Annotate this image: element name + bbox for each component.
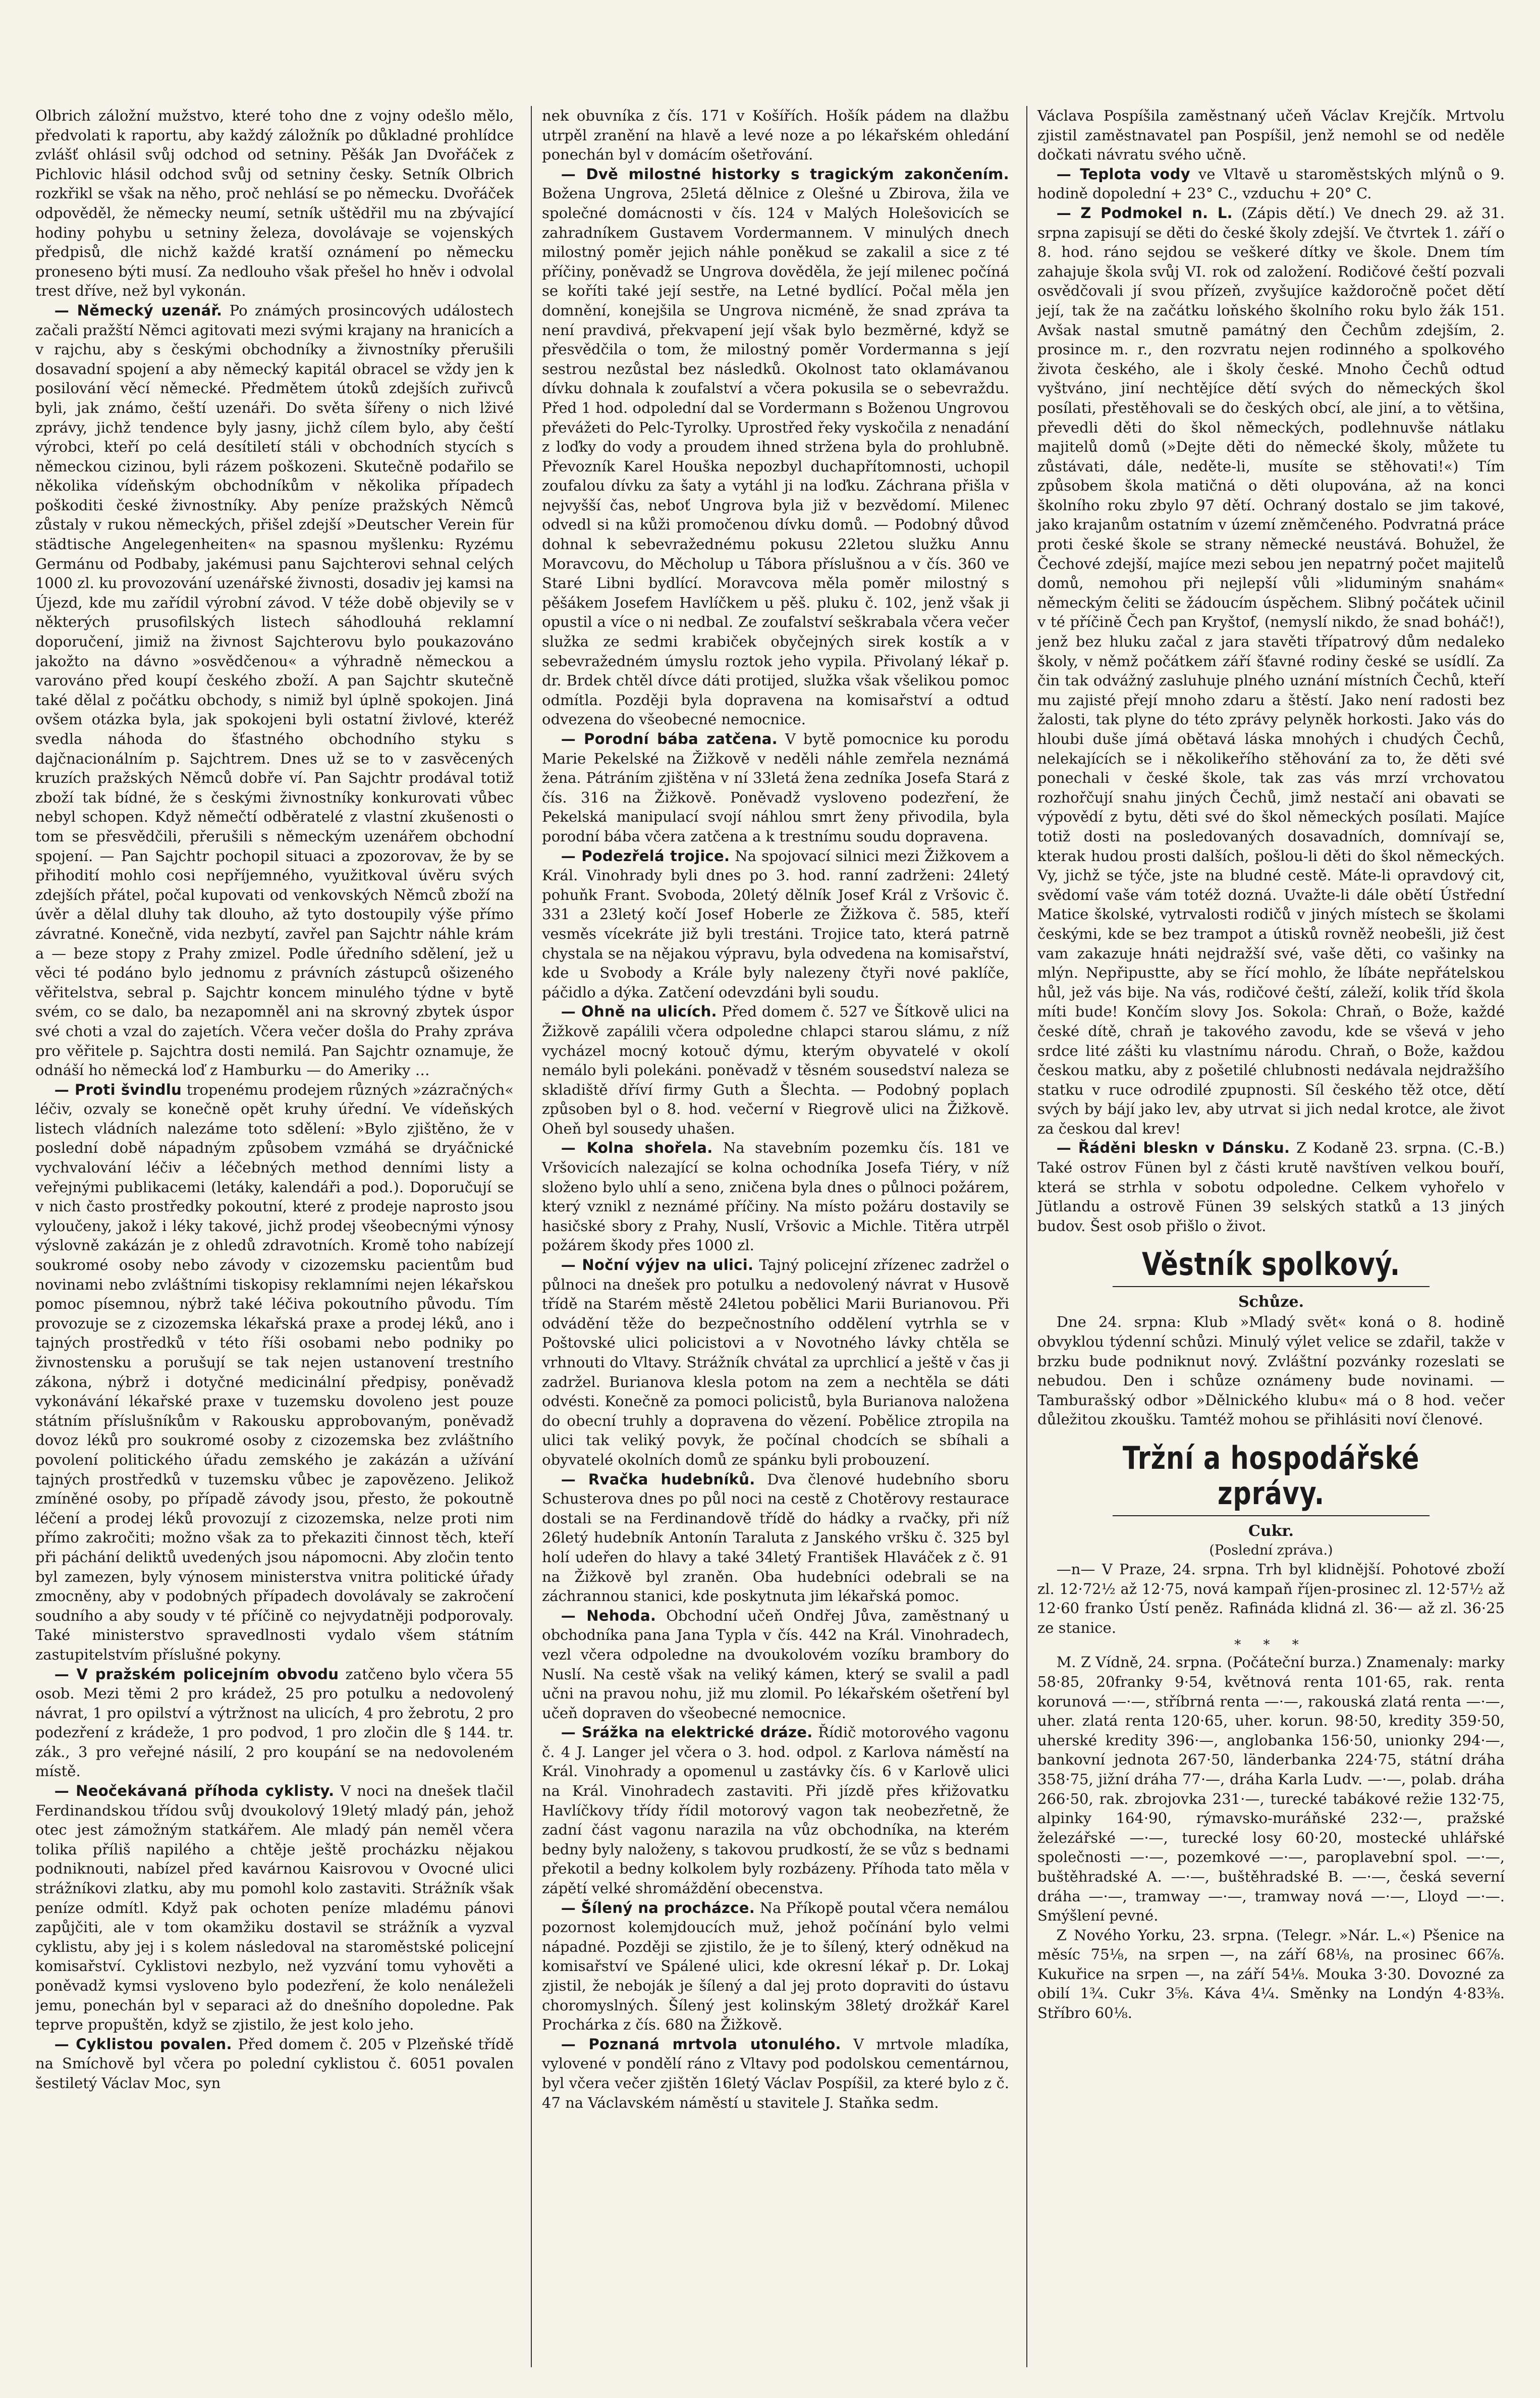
article-text: Po známých prosincových událostech začali pražští Němci agitovati mezi svými krajany na hranicích a v rajchu, aby s českými obchodníky a živnostníky přerušili dosavadní spojení a aby německý kapitál obracel se vždy jen k posilování věcí německé. Předmětem útoků zdejších zuřivců byli, jak známo, čeští uzenáři. Do světa šířeny o nich lživé zprávy, jichž tendence byly jasny, jichž cílem bylo, aby čeští výrobci, kteří po celá desítiletí stáli v obchodních stycích s německou cizinou, byli rázem poškozeni. Skutečně podařilo se několika vídeňským obchodníkům v několika případech poškoditi české živnostníky. Aby peníze pražských Němců zůstaly v rukou německých, přišel zdejší »Deutscher Verein für städtische Angelegenheiten« na spasnou myšlenku: Ryzému Germánu od Podbaby, jakémusi panu Sajchterovi sehnal celých 1000 zl. ku provozování uzenářské živnosti, dosadiv jej kamsi na Újezd, kde mu zařídil výrobní závod. V téže době objevily se v některých prusofilských listech sáhodlouhá reklamní doporučení, jimiž na živnost Sajchterovu bylo poukazováno jakožto na dávno »osvědčenou« a výhradně německou a varováno před koupí českého zboží. A pan Sajchtr skutečně také dělal z počátku obchody, s nimiž byl úplně spokojen. Jiná ovšem otázka byla, jak spokojeni byli ostatní živlové, kteréž svedla náhoda do šťastného obchodního styku s dajčnacionálním p. Sajchtrem. Dnes už se to v zasvěcených kruzích pražských Němců dobře ví. Pan Sajchtr prodával totiž zboží tak bídné, že s českými živnostníky konkurovati vůbec nebyl schopen. Když němečtí odběratelé z vlastní zkušenosti o tom se přesvědčili, přerušili s německým uzenářem obchodní spojení. — Pan Sajchtr pochopil situaci a zpozorovav, že by se přihodití mohlo cosi nepříjemného, využitkoval úvěru svých zdejších přátel, počal kupovati od venkovských Němců zboží na úvěr a dělal dluhy tak dlouho, až tyto dostoupily výše přímo závratné. Konečně, vida nezbytí, zavřel pan Sajchtr náhle krám a — beze stopy z Prahy zmizel. Podle úředního sdělení, jež u věci té podáno bylo jednomu z právních zástupců ošizeného věřitelstva, sebral p. Sajchtr koncem minulého týdne v bytě svém, co se dalo, ba nezapomněl ani na skrovný zbytek úspor své choti a vzal do zajetích. Včera večer došla do Prahy zpráva pro věřitele p. Sajchtra dosti nemilá. Pan Sajchtr oznamuje, že odnáší ho německá loď z Hamburku — do Ameriky … [35,301,514,1079]
article-headline: — Neočekávaná příhoda cyklisty. [54,1782,335,1800]
article-headline: — Nehoda. [561,1607,656,1624]
sub-heading: Cukr. [1248,1522,1294,1540]
article-text: Božena Ungrova, 25letá dělnice z Olešné u Zbirova, žila ve společné domácnosti v čís. 124 v Malých Holešovicích se zahradníkem Gustavem Vordermannem. V minulých dnech milostný poměr jejich náhle poněkud se zakalil a sice z té příčiny, poněvadž se Ungrova dověděla, že její milenec počíná se koříti také její sestře, na Letné bydlící. Počal měla jen domnění, konejšila se Ungrova nicméně, že snad zpráva ta není pravdivá, překvapení její však bylo bezměrné, když se přesvědčila o tom, že milostný poměr Vordermanna s její sestrou nezůstal bez následků. Okolnost tato oklamávanou dívku dohnala k zoufalství a včera pokusila se o sebevraždu. Před 1 hod. odpolední dal se Vordermann s Boženou Ungrovou převážeti do Pelc-Tyrolky. Uprostřed řeky vyskočila z nenadání z loďky do vody a proudem ihned stržena byla do prohlubně. Převozník Karel Houška nepozbyl duchapřítomnosti, uchopil zoufalou dívku za šaty a vytáhl ji na loďku. Záchrana přišla v nejvyšší čas, neboť Ungrova byla již v bezvědomí. Milenec odvedl si na kůži promočenou dívku domů. — Podobný důvod dohnal k sebevražednému pokusu 22letou služku Annu Moravcovu, do Měcholup u Tábora příslušnou a v čís. 360 ve Staré Libni bydlící. Moravcova měla poměr milostný s pěšákem Josefem Havlíčkem u pěš. pluku č. 102, jenž však ji opustil a více o ni nedbal. Ze zoufalství seškrabala včera večer služka ze sedmi krabiček obyčejných sirek kostík a v sebevražedném úmyslu roztok jeho vypila. Přivolaný lékař p. dr. Brdek chtěl dívce dáti protijed, služka však všelikou pomoc odmítla. Později byla dopravena na komisařství a odtud odvezena do všeobecné nemocnice. [542,185,1009,728]
article-text: tropenému prodejem různých »zázračných« léčiv, ozvaly se konečně opět kruhy úřední. Ve vídeňských listech vládních nalezáme toto sdělení: »Bylo zjištěno, že v poslední době nápadným způsobem vzmáhá se dryáčnické vychvalování léčiv a léčebných method denními listy a veřejnými publikacemi (letáky, kalendáři a pod.). Doporučují se v nich často prostředky pokoutní, které z prodeje naprosto jsou vyloučeny, jakož i léky takové, jichž prodej všeobecnými výnosy výslovně zakázán je z ohledů zdravotních. Kromě toho nabízejí soukromé osoby nebo závody v cizozemsku pacientům bud novinami nebo zvláštními tiskopisy reklamními nejen lékařskou pomoc písemnou, nýbrž také léčiva pokoutního původu. Tím provozuje se z cizozemska lékařská praxe a prodej léků, ano i tajných prostředků v této říši osobami nebo podniky po živnostensku a porušují se tak nejen ustanovení trestního zákona, nýbrž i dotyčné medicinální předpisy, poněvadž vykonávání lékařské praxe v tuzemsku dovoleno jest pouze státním příslušníkům v Rakousku approbovaným, poněvadž dovoz léků pro soukromé osoby z cizozemska bez zvláštního povolení politického úřadu zemského je zakázán a užívání tajných prostředků v tuzemsku vůbec je zapovězeno. Jelikož zmíněné osoby, po případě závody jsou, přesto, že pokoutně léčení a prodej léků provozují z cizozemska, nelze proti nim přímo zakročiti; možno však za to překaziti činnost těch, kteří při páchání deliktů uvedených jsou nápomocni. Aby zločin tento byl zamezen, byly výnosem ministerstva vnitra politické úřady zmocněny, aby v podobných případech dovolávaly se zakročení soudního a aby soudy v té příčině co nejvydatněji podporovaly. Také ministerstvo spravedlnosti vydalo všem státním zastupitelstvím příslušné pokyny. [35,1081,514,1663]
article-headline: — Rvačka hudebníků. [561,1470,755,1488]
article-text: Václava Pospíšila zaměstnaný učeň Václav Krejčík. Mrtvolu zjistil zaměstnavatel pan Pospíšil, jenž nemohl se od neděle dočkati návratu svého učně. [1037,107,1505,164]
article-paragraph [1037,203,1505,1139]
article-paragraph [542,1002,1009,1138]
article-text: M. Z Vídně, 24. srpna. (Počáteční burza.) Znamenaly: marky 58·85, 20franky 9·54, květnová renta 101·65, rak. renta korunová —·—, stříbrná renta —·—, rakouská zlatá renta —·—, uher. zlatá renta 120·65, uher. korun. 98·50, kredity 359·50, uherské kredity 396·—, anglobanka 156·50, unionky 294·—, bankovní jednota 267·50, länderbanka 224·75, státní dráha 358·75, jižní dráha 77·—, dráha Karla Ludv. —·—, polab. dráha 266·50, rak. zbrojovka 231·—, turecké tabákové režie 132·75, alpinky 164·90, rýmavsko-muráňské 232·—, pražské železářské —·—, turecké losy 60·20, mostecké uhlářské společnosti —·—, pozemkové —·—, paroplavební spol. —·—, buštěhradské A. —·—, buštěhradské B. —·—, česká severní dráha —·—, tramway —·—, tramway nová —·—, Lloyd —·—. Smýšlení pevné. [1037,1654,1505,1925]
article-paragraph [1037,1926,1505,2023]
article-text: Na spojovací silnici mezi Žižkovem a Král. Vinohrady byli dnes po 3. hod. ranní zadrženi: 24letý pohuňk Frant. Svoboda, 20letý dělník Josef Král z Vršovic č. 331 a 23letý kočí Josef Hoberle ze Žižkova č. 585, kteří vesměs vícekráte již byli trestáni. Trojice tato, která patrně chystala se na nějakou výpravu, byla odvedena na komisařství, kde u Svobody a Krále byly nalezeny čtyři nové paklíče, páčidlo a dýka. Zatčení odevzdáni byli soudu. [542,847,1009,1001]
article-headline: — Teplota vody [1056,165,1190,183]
article-headline: — Noční výjev na ulici. [561,1256,754,1274]
article-text: V mrtvole mladíka, vylovené v pondělí ráno z Vltavy pod podolskou cementárnou, byl včera večer zjištěn 16letý Václav Pospíšil, za které bylo z č. 47 na Václavském náměstí u stavitele J. Staňka sedm. [542,2035,1009,2111]
article-paragraph [542,1470,1009,1606]
article-paragraph [35,2035,514,2093]
article-headline: — Řáděni bleskn v Dánsku. [1056,1139,1290,1157]
article-paragraph [542,1255,1009,1470]
section-heading [1079,1247,1462,1287]
article-paragraph [542,729,1009,846]
sub-heading: Schůze. [1238,1293,1304,1311]
article-paragraph [542,2035,1009,2112]
article-paragraph [1037,1560,1505,1637]
separator-stars: * * * [1234,1637,1308,1653]
article-headline: — Šílený na procházce. [561,1899,755,1916]
article-paragraph [542,165,1009,729]
article-paragraph [542,846,1009,1002]
article-paragraph [35,301,514,1080]
article-text: (Zápis dětí.) Ve dnech 29. až 31. srpna zapisují se děti do české školy zdejší. Ve čtvrtek 1. září o 8. hod. ráno sejdou se veškeré dítky ve škole. Dnem tím zahajuje škola svůj VI. rok od založení. Rodičové čeští pozvali osvědčovali jí svou přízeň, zvyšujíce každoročně počet dětí její, tak že na začátku loňského školního roku bylo žák 151. Avšak nastal smutně památný den Čechům zdejším, 2. prosince m. r., den rozvratu nejen rodinného a spolkového života českého, ale i školy české. Mnoho Čechů odtud vyštváno, jiní nechtějíce dětí svých do německých škol posílati, přestěhovali se do českých obcí, ale jiní, a to většina, převedli děti do škol německých, podlehnuvše nátlaku majitelů domů (»Dejte děti do německé školy, můžete tu zůstávati, dále, neděte-li, musíte se stěhovati!«) Tím způsobem škola matičná o děti olupována, až na konci školního roku zbylo 97 dětí. Ochraný dostalo se jim takové, jako krajanům ostatním v území zněmčeného. Podvratná práce proti české škole se strany německé neustává. Bohužel, že Čechové zdejší, majíce mezi sebou jen nepatrný počet majitelů domů, nemohou při nejlepší vůli »liduminým snahám« německým čeliti se žádoucím úspěchem. Slibný počátek učinil v té příčině Čech pan Kryštof, (nemyslí nikdo, že snad boháč!), jenž bez hluku začal z jara stavěti třípatrový dům nedaleko školy, v němž počátkem září šťavné rodiny české se usídlí. Za čin tak odvážný zasluhuje plného uznání místních Čechů, kteří mu zajisté přejí mnoho zdaru a štěstí. Jako není radosti bez žalosti, tak plyne do této zprávy pelyněk horkosti. Jako vás do hloubi duše jímá obětavá láska mnohých i chudých Čechů, nelekajících se i několikeřího stěhování za to, že děti své ponechali v české škole, tak zas vás mrzí vrchovatou rozhořčují snahu jiných Čechů, jimž nestačí ani obavati se výpovědí z bytu, děti své do škol německých posílati. Majíce totiž dosti na posledovaných dosavadních, domnívají se, kterak hudou prosti dalších, pošlou-li děti do škol německých. Vy, jichž se týče, jste na bludné cestě. Máte-li opravdový cit, svědomí vaše vám totéž dozná. Uvažte-li dále obětí Ústřední Matice školské, vytrvalosti rodičů v jiných místech se školami českými, kde se bez trampot a útisků rovněž neobešli, již čest vam zakazuje hnáti nejdražší své, vaše děti, co vašinky na mlýn. Nepřipustte, aby se řící mohlo, že líbáte nepřátelskou hůl, jež vás bije. Na vás, rodičové čeští, záleží, kolik tříd škola míti bude! Končím slovy Jos. Sokola: Chraň, o Bože, každé české dítě, chraň je takového zavodu, kde se vševá v jeho srdce lité zášti ku vlastnímu národu. Chraň, o Bože, každou českou matku, aby z pošetilé chlubnosti nedávala nejdražšího statku v ruce odrodilé zpupnosti. Síl českého těž otce, dětí svých by bájí jako lev, aby utrvat si jich nedal krotce, ale život za českou dal krev! [1037,204,1505,1137]
article-headline: — Německý uzenář. [54,301,223,319]
article-headline: — Podezřelá trojice. [561,847,730,865]
article-paragraph [1037,1312,1505,1429]
article-paragraph [542,1898,1009,2035]
article-paragraph [542,1606,1009,1723]
article-text: V noci na dnešek tlačil Ferdinandskou třídou svůj dvoukolový 19letý mladý pán, jehož otec jest zámožným statkářem. Ale mladý pán neměl včera tolika příliš napilého a chtěje ještě procházku nějakou podniknouti, nabízel před kavárnou Kaisrovou v Ovocné ulici strážníkovi zlatku, aby mu pomohl kolo zastaviti. Strážník však peníze odmítl. Když pak ochoten peníze mladému pánovi zapůjčiti, ale v tom okamžiku dostavil se strážník a vyzval cyklistu, aby jej i s kolem následoval na staroměstské policejní komisařství. Cyklistovi nezbylo, než vyzvání tomu vyhověti a poněvadž kymsi vysloveno bylo podezření, že kolo nenáleželi jemu, ponechán byl v separaci až do dnešního dopoledne. Pak teprve propuštěn, když se zjistilo, že jest kolo jeho. [35,1782,514,2034]
article-headline: — Cyklistou povalen. [54,2035,232,2053]
section-rule [1113,1515,1429,1516]
article-text: Tajný policejní zřízenec zadržel o půlnoci na dnešek pro potulku a nedovolený návrat v Husově třídě na Starém městě 24letou pobělici Marii Burianovou. Při odvádění těže do bezpečnostního oddělení vytrhla se v Poštovské ulici policistovi a v Novotného lávky chtěla se vrhnouti do Vltavy. Strážník chvátal za uprchlicí a ještě v čas ji zadržel. Burianova klesla potom na zem a nechtěla se dáti odvésti. Konečně za pomoci policistů, byla Burianova naložena do obecní truhly a dopravena do vězení. Pobělice ztropila na ulici tak veliký povyk, že počínal chodcích se sbíhali a obyvatelé okolních domů ze spánku byli probouzení. [542,1256,1009,1468]
article-headline: — Kolna shořela. [561,1139,713,1157]
section-heading-text: Tržní a hospodářské zprávy. [1122,1440,1420,1512]
article-paragraph [542,106,1009,165]
article-text: —n— V Praze, 24. srpna. Trh byl klidnější. Pohotové zboží zl. 12·72½ až 12·75, nová kampaň říjen-prosinec zl. 12·57½ až 12·60 franko Ústí peněz. Rafináda klidná zl. 36·— až zl. 36·25 ze stanice. [1037,1561,1505,1636]
article-headline: — Poznaná mrtvola utonulého. [561,2035,841,2053]
article-paragraph [1037,1138,1505,1236]
article-text: nek obuvníka z čís. 171 v Košířích. Hošík pádem na dlažbu utrpěl zranění na hlavě a levé noze a po lékařském ohledání ponechán byl v domácím ošetřování. [542,107,1009,164]
article-text: Na stavebním pozemku čís. 181 ve Vršovicích nalezající se kolna ochodníka Josefa Tiéry, v níž složeno bylo uhlí a seno, zničena byla dnes o půlnoci požárem, který vznikl z neznámé příčiny. Na místo požáru dostavily se hasičské sbory z Prahy, Nuslí, Vršovic a Michle. Titěra utrpěl požárem škody přes 1000 zl. [542,1139,1009,1254]
article-headline: — Proti švindlu [54,1081,182,1098]
article-headline: — Ohně na ulicích. [561,1003,717,1021]
article-paragraph [542,1138,1009,1255]
article-paragraph [1037,106,1505,165]
article-text: Olbrich záložní mužstvo, které toho dne z vojny odešlo mělo, předvolati k raportu, aby každý záložník po důkladné prohlídce zvlášť ohlásil svůj odchod od setniny. Pěšák Jan Dvořáček z Pichlovic hlásil odchod svůj od setniny česky. Setník Olbrich rozkřikl se však na něho, proč nehlásí se po německu. Dvořáček odpověděl, že německy neumí, setník uštědřil mu na zbývající hodiny pohybu u setniny železa, dovolávaje se vojenských předpisů, dle nichž každé kratší oznámení po německu proneseno býti musí. Za nedlouho však přešel ho hněv i odvolal trest dříve, než byl vykonán. [35,107,514,300]
article-headline: — Porodní bába zatčena. [561,730,778,748]
column-2 [531,106,1009,2367]
section-heading-text: Věstník spolkový. [1141,1246,1400,1283]
article-text: Obchodní učeň Ondřej Jůva, zaměstnaný u obchodníka pana Jana Typla v čís. 442 na Král. Vinohradech, vezl včera odpoledne na dvoukolovém vozíku brambory do Nuslí. Na cestě však na veliký kámen, který se svalil a padl učni na pravou nohu, již mu zlomil. Po lékařském ošetření byl učeň dopraven do všeobecné nemocnice. [542,1607,1009,1722]
article-text: V bytě pomocnice ku porodu Marie Pekelské na Žižkově v neděli náhle zemřela neznámá žena. Pátráním zjištěna v ní 33letá žena zedníka Josefa Stará z čís. 316 na Žižkově. Poněvadž vysloveno podezření, že Pekelská manipulací svojí náhlou smrt ženy přivodila, byla porodní bába včera zatčena a k trestnímu soudu dopravena. [542,730,1009,845]
article-text: Na Příkopě poutal včera nemálou pozornost kolemjdoucích muž, jehož počínání bylo velmi nápadné. Později se zjistilo, že je to šílený, který odněkud na komisařství ve Spálené ulici, kde okresní lékař p. Dr. Lokaj zjistil, že neboják je šílený a dal jej proto dopraviti do ústavu choromyslných. Šílený jest kolinským 38letý drožkář Karel Prochárka z čís. 680 na Žižkově. [542,1899,1009,2034]
article-text: Z Kodaně 23. srpna. (C.-B.) Také ostrov Fünen byl z části krutě navštíven velkou bouří, která se strhla v sobotu odpoledne. Celkem vyhořelo v Jütlandu a ostrově Fünen 39 selských statků a 13 jiných budov. Šest osob přišlo o život. [1037,1139,1505,1235]
article-headline: — Dvě milostné historky s tragickým zakončením. [561,165,1009,183]
article-headline: — Z Podmokel n. L. [1056,204,1233,222]
article-text: Z Nového Yorku, 23. srpna. (Telegr. »Nár. L.«) Pšenice na měsíc 75⅛, na srpen —, na září 68⅛, na prosinec 66⅞. Kukuřice na srpen —, na září 54⅛. Mouka 3·30. Dovozné za obilí 1¾. Cukr 3⅝. Káva 4¼. Směnky na Londýn 4·83⅜. Stříbro 60⅛. [1037,1926,1505,2022]
column-1 [35,106,514,2367]
section-rule [1113,1286,1429,1287]
article-paragraph [35,106,514,301]
article-text: Dne 24. srpna: Klub »Mladý svět« koná o 8. hodině obvyklou týdenní schůzi. Minulý výlet velice se zdařil, takže v brzku bude podniknut nový. Zvláštní pozvánky rozeslati se nebudou. Den i schůze oznámeny bude novinami. — Tamburašský odbor »Dělnického klubu« má o 8 hod. večer důležitou zkoušku. Tamtéž mohou se přihlásiti noví členové. [1037,1313,1505,1428]
article-text: zatčeno bylo včera 55 osob. Mezi těmi 2 pro krádež, 25 pro potulku a nedovolený návrat, 1 pro opilství a výtržnost na ulicích, 4 pro žebrotu, 2 pro podezření z krádeže, 1 pro podvod, 1 pro zločin dle § 144. tr. zák., 3 pro veřejné násilí, 2 pro koupání se na nedovoleném místě. [35,1665,514,1780]
article-text: Dva členové hudebního sboru Schusterova dnes po půl noci na cestě z Chotěrovy restaurace dostali se na Ferdinandově třídě do hádky a rvačky, při níž 26letý hudebník Antonín Taraluta z Janského vršku č. 325 byl holí udeřen do hlavy a také 34letý František Hlaváček z č. 91 na Žižkově byl zraněn. Oba hudebníci odebrali se na záchrannou stanici, kde poskytnuta jim lékařská pomoc. [542,1470,1009,1605]
sub-note: (Poslední zpráva.) [1209,1542,1333,1558]
article-text: ve Vltavě u staroměstských mlýnů o 9. hodině dopolední + 23° C., vzduchu + 20° C. [1037,165,1505,202]
article-text: Před domem č. 205 v Plzeňské třídě na Smíchově byl včera po polední cyklistou č. 6051 povalen šestiletý Václav Moc, syn [35,2035,514,2092]
article-headline: — Srážka na elektrické dráze. [561,1724,813,1741]
article-paragraph [35,1080,514,1665]
column-3 [1026,106,1505,2367]
article-paragraph [542,1723,1009,1898]
article-paragraph [35,1665,514,1782]
article-paragraph [1037,165,1505,203]
article-text: Řídič motorového vagonu č. 4 J. Langer jel včera o 3. hod. odpol. z Karlova náměstí na Král. Vinohrady a opomenul u zastávky čís. 6 v Karlově ulici na Král. Vinohradech zastaviti. Při jízdě přes křižovatku Havlíčkovy třídy řídil motorový vagon tak neobezřetně, že zadní část vagonu narazila na vůz obchodníka, na kterém bedny byly naloženy, s takovou prudkostí, že se vůz s bednami překotil a bedny kolkolem byly rozbázeny. Příhoda tato měla v zápětí velké shromáždění obecenstva. [542,1724,1009,1897]
article-paragraph [35,1781,514,2035]
article-text: Před domem č. 527 ve Šítkově ulici na Žižkově zapálili včera odpoledne chlapci starou slámu, z níž vycházel mocný kotouč dýmu, kterým obyvatelé v okolí nemálo byli polekáni. poněvadž v těsném sousedství naleza se skladiště dříví firmy Guth a Šlechta. — Podobný poplach způsoben byl o 8. hod. večerní v Riegrově ulici na Žižkově. Oheň byl sousedy uhašen. [542,1003,1009,1137]
article-paragraph [1037,1653,1505,1925]
columns [35,106,1505,2367]
article-headline: — V pražském policejním obvodu [54,1665,339,1683]
section-heading [1079,1441,1462,1516]
